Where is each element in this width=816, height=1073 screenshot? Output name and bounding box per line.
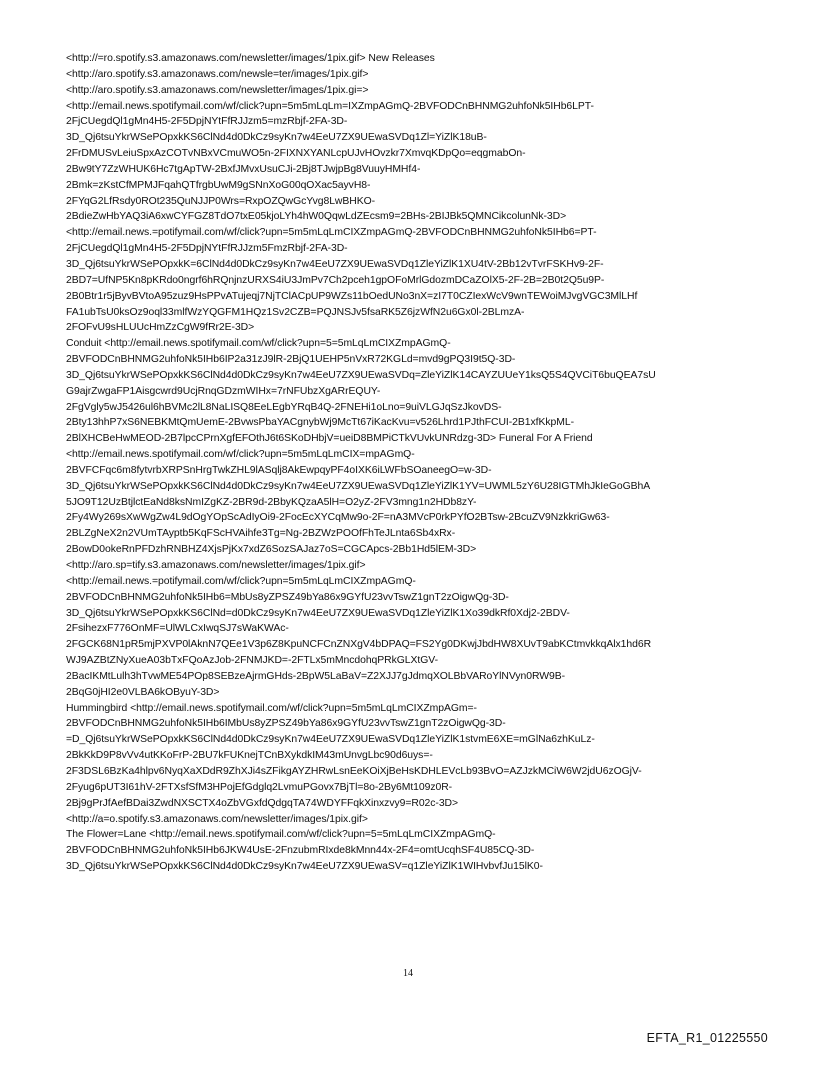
- text-line: Conduit <http://email.news.spotifymail.com/wf/click?upn=5=5mLqLmCIXZmpAGmQ-: [66, 338, 451, 350]
- text-line: <http://email.news.spotifymail.com/wf/click?upn=5m5mLqLmCIX=mpAGmQ-: [66, 449, 415, 461]
- text-line: 3D_Qj6tsuYkrWSePOpxkKS6ClNd=d0DkCz9syKn7w4EeU7ZX9UEwaSVDq1ZleYiZlK1Xo39dkRf0Xdj2-2BDV-: [66, 607, 570, 619]
- text-line: 2BkKkD9P8vVv4utKKoFrP-2BU7kFUKnejTCnBXykdkIM43mUnvgLbc90d6uys=-: [66, 750, 433, 762]
- text-line: 2BVFODCnBHNMG2uhfoNk5IHb6=MbUs8yZPSZ49bYa86x9GYfU23vvTswZ1gnT2zOigwQg-3D-: [66, 591, 509, 603]
- text-line: 2F3DSL6BzKa4hlpv6NyqXaXDdR9ZhXJi4sZFikgAYZHRwLsnEeKOiXjBeHsKDHLEVcLb93BvO=AZJzkMCiW6W2jdU6zOGjV-: [66, 765, 642, 777]
- text-line: 3D_Qj6tsuYkrWSePOpxkKS6ClNd4d0DkCz9syKn7w4EeU7ZX9UEwaSVDq1Zl=YiZlK18uB-: [66, 132, 487, 144]
- text-line: <http://=ro.spotify.s3.amazonaws.com/newsletter/images/1pix.gif> New Releases: [66, 53, 435, 64]
- text-line: 2FOFvU9sHLUUcHmZzCgW9fRr2E-3D>: [66, 322, 255, 334]
- text-line: <http://email.news.=potifymail.com/wf/click?upn=5m5mLqLmCIXZmpAGmQ-: [66, 575, 416, 587]
- text-line: <http://aro.spotify.s3.amazonaws.com/newsletter/images/1pix.gi=>: [66, 84, 369, 96]
- text-line: 2BqG0jHI2e0VLBA6kOByuY-3D>: [66, 686, 220, 698]
- page-number: 14: [403, 968, 413, 979]
- text-line: 2BVFCFqc6m8fytvrbXRPSnHrgTwkZHL9lASqlj8AkEwpqyPF4oIXK6iLWFbSOaneegO=w-3D-: [66, 464, 492, 476]
- text-line: 2BowD0okeRnPFDzhRNBHZ4XjsPjKx7xdZ6SozSAJaz7oS=CGCApcs-2Bb1Hd5lEM-3D>: [66, 544, 477, 556]
- text-line: 2BacIKMtLulh3hTvwME54POp8SEBzeAjrmGHds-2BpW5LaBaV=Z2XJJ7gJdmqXOLBbVARoYlNVyn0RW9B-: [66, 670, 566, 682]
- text-line: <http://email.news.=potifymail.com/wf/click?upn=5m5mLqLmCIXZmpAGmQ-2BVFODCnBHNMG2uhfoNk5IHb6=PT-: [66, 227, 597, 239]
- text-line: 2BVFODCnBHNMG2uhfoNk5IHb6JKW4UsE-2FnzubmRIxde8kMnn44x-2F4=omtUcqhSF4U85CQ-3D-: [66, 845, 535, 857]
- text-line: The Flower=Lane <http://email.news.spotifymail.com/wf/click?upn=5=5mLqLmCIXZmpAGmQ-: [66, 829, 496, 841]
- text-line: 2BdieZwHbYAQ3iA6xwCYFGZ8TdO7txE05kjoLYh4hW0QqwLdZEcsm9=2BHs-2BIJBk5QMNCikcolunNk-3D>: [66, 211, 567, 223]
- text-line: 2B0Btr1r5jByvBVtoA95zuz9HsPPvATujeqj7NjTClACpUP9WZs11bOedUNo3nX=zI7T0CZIexWcV9wnTEWoiMJvgVGC3MlLHf: [66, 290, 638, 302]
- text-line: Hummingbird <http://email.news.spotifymail.com/wf/click?upn=5m5mLqLmCIXZmpAGm=-: [66, 702, 477, 714]
- text-line: 2Bw9tY7ZzWHUK6Hc7tgApTW-2BxfJMvxUsuCJi-2Bj8TJwjpBg8VuuyHMHf4-: [66, 163, 421, 175]
- text-line: 2Bmk=zKstCfMPMJFqahQTfrgbUwM9gSNnXoG00qOXac5ayvH8-: [66, 179, 371, 191]
- text-line: 2FgVgly5wJ5426ul6hBVMc2lL8NaLISQ8EeLEgbYRqB4Q-2FNEHi1oLno=9uiVLGJqSzJkovDS-: [66, 401, 502, 413]
- text-line: =D_Qj6tsuYkrWSePOpxkKS6ClNd4d0DkCz9syKn7w4EeU7ZX9UEwaSVDq1ZleYiZlK1stvmE6XE=mGlNa6zhKuLz-: [66, 734, 595, 746]
- email-body-text: [66, 51, 766, 875]
- text-line: 2Fyug6pUT3I61hV-2FTXsfSfM3HPojEfGdglq2LvmuPGovx7BjTl=8o-2By6Mt109z0R-: [66, 781, 453, 793]
- text-line: 2FjCUegdQl1gMn4H5-2F5DpjNYtFfRJJzm5FmzRbjf-2FA-3D-: [66, 243, 348, 255]
- document-id: EFTA_R1_01225550: [646, 1031, 768, 1045]
- text-line: 2Bty13hhP7xS6NEBKMtQmUemE-2BvwsPbaYACgnybWj9McTt67iKacKvu=v526Lhrd1PJthFCUI-2B1xfKkpML-: [66, 417, 574, 429]
- text-line: <http://aro.spotify.s3.amazonaws.com/newsle=ter/images/1pix.gif>: [66, 68, 369, 80]
- text-line: 2BLZgNeX2n2VUmTAyptb5KqFScHVAihfe3Tg=Ng-2BZWzPOOfFhTeJLnta6Sb4xRx-: [66, 528, 456, 540]
- text-line: 2BlXHCBeHwMEOD-2B7lpcCPrnXgfEFOthJ6t6SKoDHbjV=ueiD8BMPiCTkVUvkUNRdzg-3D> Funeral For A Friend: [66, 433, 593, 445]
- text-line: 2FYqG2LfRsdy0ROt235QuNJJP0Wrs=RxpOZQwGcYvg8LwBHKO-: [66, 195, 376, 207]
- text-line: 2BD7=UfNP5Kn8pKRdo0ngrf6hRQnjnzURXS4iU3JmPv7Ch2pceh1gpOFoMrlGdozmDCaZOlX5-2F-2B=2B0t2Q5u9P-: [66, 274, 605, 286]
- text-line: 3D_Qj6tsuYkrWSePOpxkKS6ClNd4d0DkCz9syKn7w4EeU7ZX9UEwaSVDq=ZleYiZlK14CAYZUUeY1ksQ5S4QVCiT6buQEA7sU: [66, 369, 656, 381]
- text-line: 2BVFODCnBHNMG2uhfoNk5IHb6IMbUs8yZPSZ49bYa86x9GYfU23vvTswZ1gnT2zOigwQg-3D-: [66, 718, 506, 730]
- text-line: G9ajrZwgaFP1Aisgcwrd9UcjRnqGDzmWIHx=7rNFUbzXgARrEQUY-: [66, 385, 381, 397]
- text-line: 5JO9T12UzBtjlctEaNd8ksNmIZgKZ-2BR9d-2BbyKQzaA5lH=O2yZ-2FV3mng1n2HDb8zY-: [66, 496, 477, 508]
- text-line: 3D_Qj6tsuYkrWSePOpxkKS6ClNd4d0DkCz9syKn7w4EeU7ZX9UEwaSV=q1ZleYiZlK1WIHvbvfJu15lK0-: [66, 861, 543, 873]
- text-line: WJ9AZBtZNyXueA03bTxFQoAzJob-2FNMJKD=-2FTLx5mMncdohqPRkGLXtGV-: [66, 655, 438, 667]
- text-line: 2FGCK68N1pR5mjPXVP0lAknN7QEe1V3p6Z8KpuNCFCnZNXgV4bDPAQ=FS2Yg0DKwjJbdHW8XUvT9abKCtmvkkqAlx1hd6R: [66, 639, 652, 651]
- text-line: <http://email.news.spotifymail.com/wf/click?upn=5m5mLqLm=IXZmpAGmQ-2BVFODCnBHNMG2uhfoNk5IHb6LPT-: [66, 100, 594, 112]
- text-line: <http://aro.sp=tify.s3.amazonaws.com/newsletter/images/1pix.gif>: [66, 560, 366, 571]
- text-line: 2FsihezxF776OnMF=UlWLCxIwqSJ7sWaKWAc-: [66, 623, 289, 635]
- text-line: <http://a=o.spotify.s3.amazonaws.com/newsletter/images/1pix.gif>: [66, 813, 368, 825]
- text-line: 2FrDMUSvLeiuSpxAzCOTvNBxVCmuWO5n-2FIXNXYANLcpUJvHOvzkr7XmvqKDpQo=eqgmabOn-: [66, 148, 526, 160]
- text-line: 2Fy4Wy269sXwWgZw4L9dOgYOpScAdIyOi9-2FocEcXYCqMw9o-2F=nA3MVcP0rkPYfO2BTsw-2BcuZV9NzkkriGw63-: [66, 512, 610, 524]
- text-line: 2FjCUegdQl1gMn4H5-2F5DpjNYtFfRJJzm5=mzRbjf-2FA-3D-: [66, 116, 348, 128]
- text-line: FA1ubTsU0ksOz9oql33mlfWzYQGFM1HQz1Sv2CZB=PQJNSJv5fsaRK5Z6jzWfN2u6Gx0l-2BLmzA-: [66, 306, 525, 318]
- text-line: 2BVFODCnBHNMG2uhfoNk5IHb6IP2a31zJ9lR-2BjQ1UEHP5nVxR72KGLd=mvd9gPQ3I9t5Q-3D-: [66, 354, 516, 366]
- text-line: 3D_Qj6tsuYkrWSePOpxkK=6ClNd4d0DkCz9syKn7w4EeU7ZX9UEwaSVDq1ZleYiZlK1XU4tV-2Bb12vTvrFSKHv9-2F-: [66, 258, 604, 270]
- text-line: 2Bj9gPrJfAefBDai3ZwdNXSCTX4oZbVGxfdQdgqTA74WDYFFqkXinxzvy9=R02c-3D>: [66, 797, 459, 809]
- text-line: 3D_Qj6tsuYkrWSePOpxkKS6ClNd4d0DkCz9syKn7w4EeU7ZX9UEwaSVDq1ZleYiZlK1YV=UWML5zY6U28IGTMhJkIeGoGBhA: [66, 480, 651, 492]
